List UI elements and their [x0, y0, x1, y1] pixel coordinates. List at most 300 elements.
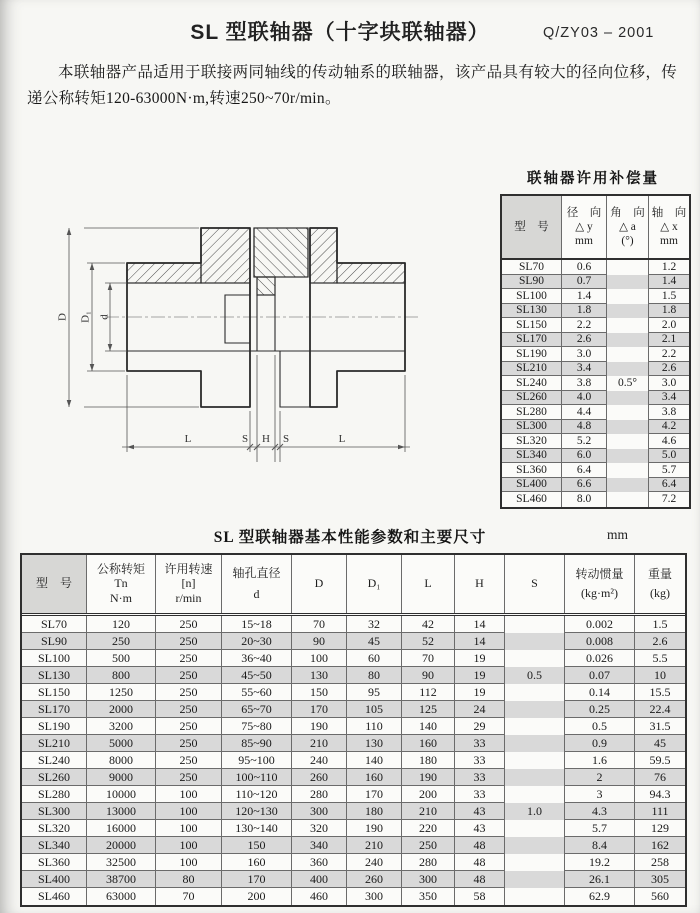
cell-value: 3.8 [649, 405, 689, 420]
cell-model: SL320 [502, 434, 562, 449]
cell-model: SL90 [502, 275, 562, 290]
cell-model: SL260 [502, 391, 562, 406]
cell-value: 22.4 [635, 701, 685, 718]
cell-model: SL460 [22, 888, 87, 905]
compensation-table-body [502, 260, 689, 507]
cell-value: 100 [156, 820, 222, 837]
cell-model: SL90 [22, 633, 87, 650]
cell-value: 33 [455, 769, 505, 786]
cell-value: 500 [87, 650, 156, 667]
cell-value: 24 [455, 701, 505, 718]
cell-model: SL210 [502, 362, 562, 377]
cell-value [505, 820, 565, 837]
cell-value: 130 [292, 667, 347, 684]
cell-model: SL170 [502, 333, 562, 348]
cell-value: 360 [292, 854, 347, 871]
header-text: 许用转速 [164, 561, 213, 576]
cell-value [505, 650, 565, 667]
cell-value: 10000 [87, 786, 156, 803]
header-text: △ x [660, 220, 678, 233]
dim-label-S-right: S [282, 433, 290, 445]
cell-value: 0.5 [565, 718, 635, 735]
cell-value: 100 [156, 837, 222, 854]
cell-value: 4.3 [565, 803, 635, 820]
cell-value: 800 [87, 667, 156, 684]
cell-value: 0.026 [565, 650, 635, 667]
cell-value: 0.5 [505, 667, 565, 684]
cell-value: 80 [347, 667, 402, 684]
compensation-table-title: 联轴器许用补偿量 [527, 171, 659, 187]
dim-label-D: D [56, 313, 69, 321]
cell-value: 33 [455, 786, 505, 803]
cell-value: 19 [455, 667, 505, 684]
cell-value: 250 [156, 650, 222, 667]
cell-value: 160 [402, 735, 455, 752]
col-header-inertia [565, 555, 635, 613]
cell-value: 36~40 [222, 650, 292, 667]
cell-value: 129 [635, 820, 685, 837]
col-header-bore [222, 555, 292, 613]
cell-value: 58 [455, 888, 505, 905]
cell-model: SL150 [22, 684, 87, 701]
header-text: H [475, 576, 484, 591]
cell-value: 59.5 [635, 752, 685, 769]
cell-value: 400 [292, 871, 347, 888]
cell-value: 19 [455, 650, 505, 667]
col-header-S [505, 555, 565, 613]
cell-value: 33 [455, 735, 505, 752]
cell-value: 305 [635, 871, 685, 888]
table-row [502, 391, 689, 406]
header-text: D₁ [367, 576, 381, 591]
cell-value: 250 [156, 633, 222, 650]
cell-value: 6.0 [562, 449, 607, 464]
cell-value: 180 [402, 752, 455, 769]
cell-value: 280 [402, 854, 455, 871]
cell-value: 42 [402, 616, 455, 633]
header-text: 型 号 [35, 576, 72, 591]
table-row [22, 718, 685, 735]
cell-value: 15.5 [635, 684, 685, 701]
cell-value: 190 [402, 769, 455, 786]
cell-value [607, 289, 649, 304]
coupling-section-drawing [20, 180, 480, 510]
cell-value [505, 684, 565, 701]
cell-value: 0.5° [607, 376, 649, 391]
cell-value [505, 837, 565, 854]
cell-model: SL360 [22, 854, 87, 871]
cell-value [607, 463, 649, 478]
cell-value: 260 [292, 769, 347, 786]
cell-value [607, 260, 649, 275]
cell-value: 60 [347, 650, 402, 667]
cell-value: 2.0 [649, 318, 689, 333]
cell-value: 170 [292, 701, 347, 718]
table-row [22, 684, 685, 701]
cell-value: 52 [402, 633, 455, 650]
cell-value: 210 [402, 803, 455, 820]
cell-value: 250 [87, 633, 156, 650]
cell-value: 45~50 [222, 667, 292, 684]
dim-label-L-left: L [184, 433, 192, 445]
table-row [502, 289, 689, 304]
cell-value: 120~130 [222, 803, 292, 820]
cell-value: 4.4 [562, 405, 607, 420]
cell-value: 460 [292, 888, 347, 905]
cell-value: 45 [635, 735, 685, 752]
cell-value: 111 [635, 803, 685, 820]
intro-line-2: 递公称转矩120-63000N·m,转速250~70r/min。 [27, 90, 341, 107]
cell-value [505, 769, 565, 786]
cell-model: SL130 [22, 667, 87, 684]
header-text: 转动惯量 [575, 566, 624, 581]
table-row [502, 492, 689, 507]
header-text: N·m [110, 590, 132, 605]
cell-value [607, 275, 649, 290]
cell-value [607, 362, 649, 377]
cell-value: 160 [347, 769, 402, 786]
cell-value: 43 [455, 820, 505, 837]
cell-value: 32500 [87, 854, 156, 871]
cell-value: 250 [156, 701, 222, 718]
cell-value: 100 [292, 650, 347, 667]
cell-value: 3 [565, 786, 635, 803]
cell-value: 4.8 [562, 420, 607, 435]
cell-value: 1.2 [649, 260, 689, 275]
dim-label-L-right: L [338, 433, 346, 445]
cell-value: 13000 [87, 803, 156, 820]
cell-value: 0.07 [565, 667, 635, 684]
cell-value: 32 [347, 616, 402, 633]
cell-model: SL130 [502, 304, 562, 319]
parameters-table [20, 553, 687, 907]
cell-value: 1.5 [649, 289, 689, 304]
cell-value: 180 [347, 803, 402, 820]
cell-value: 76 [635, 769, 685, 786]
cell-model: SL150 [502, 318, 562, 333]
header-text: 轴 向 [651, 206, 687, 219]
cell-value [607, 449, 649, 464]
cell-value: 33 [455, 752, 505, 769]
cell-value: 85~90 [222, 735, 292, 752]
parameters-table-body [22, 616, 685, 905]
header-text: r/min [175, 590, 202, 605]
cell-value: 48 [455, 837, 505, 854]
cell-value: 210 [292, 735, 347, 752]
dim-label-d: d [98, 314, 111, 320]
cell-model: SL360 [502, 463, 562, 478]
col-header-D [292, 555, 347, 613]
cell-value: 9000 [87, 769, 156, 786]
col-header-D1 [347, 555, 402, 613]
cell-value: 2 [565, 769, 635, 786]
cell-value: 170 [347, 786, 402, 803]
cell-value: 250 [156, 616, 222, 633]
cell-value: 120 [87, 616, 156, 633]
header-text: d [253, 587, 260, 601]
cell-value: 80 [156, 871, 222, 888]
header-text: △ a [619, 220, 636, 233]
cell-value: 55~60 [222, 684, 292, 701]
parameters-table-header [22, 555, 685, 616]
cell-value: 1.6 [565, 752, 635, 769]
cell-value [505, 871, 565, 888]
cell-value: 3.8 [562, 376, 607, 391]
cell-value: 250 [156, 769, 222, 786]
cell-value [505, 718, 565, 735]
cell-value: 3.0 [562, 347, 607, 362]
cell-model: SL70 [22, 616, 87, 633]
cell-model: SL280 [502, 405, 562, 420]
cell-value: 31.5 [635, 718, 685, 735]
header-text: 轴孔直径 [232, 565, 281, 580]
cell-value: 70 [292, 616, 347, 633]
cell-value: 300 [292, 803, 347, 820]
cell-value: 6.6 [562, 478, 607, 493]
cell-value: 250 [156, 752, 222, 769]
cell-value [607, 304, 649, 319]
header-text: L [424, 576, 432, 591]
cell-value: 19.2 [565, 854, 635, 871]
cell-value: 258 [635, 854, 685, 871]
table-row [502, 376, 689, 391]
cell-value: 5.0 [649, 449, 689, 464]
table-row [502, 449, 689, 464]
cell-value: 2.1 [649, 333, 689, 348]
table-row [22, 854, 685, 871]
cell-value [505, 633, 565, 650]
cell-value: 6.4 [562, 463, 607, 478]
header-text: mm [575, 234, 593, 247]
col-header-H [455, 555, 505, 613]
cell-value: 8000 [87, 752, 156, 769]
cell-value: 162 [635, 837, 685, 854]
cell-value: 350 [402, 888, 455, 905]
cell-value: 5.2 [562, 434, 607, 449]
cell-value: 250 [156, 667, 222, 684]
table-row [22, 769, 685, 786]
cell-model: SL190 [502, 347, 562, 362]
cell-value: 20000 [87, 837, 156, 854]
header-text: S [531, 576, 538, 591]
cell-model: SL70 [502, 260, 562, 275]
page-title: SL 型联轴器（十字块联轴器） [190, 21, 490, 44]
cell-value: 220 [402, 820, 455, 837]
cell-value: 190 [347, 820, 402, 837]
cell-value: 70 [156, 888, 222, 905]
cell-value: 16000 [87, 820, 156, 837]
cell-value: 560 [651, 889, 669, 903]
cell-value: 14 [455, 633, 505, 650]
table-row [502, 362, 689, 377]
cell-value [505, 701, 565, 718]
cell-value [505, 752, 565, 769]
table-row [502, 434, 689, 449]
cell-value: 190 [292, 718, 347, 735]
cell-value: 2.2 [562, 318, 607, 333]
dim-label-H: H [262, 433, 270, 445]
header-text: [n] [181, 576, 196, 591]
table-row [22, 888, 685, 905]
cell-value: 8.4 [565, 837, 635, 854]
intro-line-1: 本联轴器产品适用于联接两同轴线的传动轴系的联轴器，该产品具有较大的径向位移，传 [58, 64, 677, 81]
cell-model: SL100 [22, 650, 87, 667]
cell-value: 300 [402, 871, 455, 888]
cell-model: SL340 [502, 449, 562, 464]
cell-value: 0.7 [562, 275, 607, 290]
cell-value: 250 [402, 837, 455, 854]
col-header-radial [562, 196, 607, 258]
cell-value: 2.6 [562, 333, 607, 348]
header-text: (kg) [650, 586, 670, 600]
cell-value: 110 [347, 718, 402, 735]
cell-value: 1.5 [635, 616, 685, 633]
cell-value: 150 [222, 837, 292, 854]
header-text: 型 号 [514, 220, 549, 233]
cell-value: 1.0 [505, 803, 565, 820]
cell-value: 2000 [87, 701, 156, 718]
cell-model: SL190 [22, 718, 87, 735]
cell-value [607, 347, 649, 362]
cell-value [607, 434, 649, 449]
cell-value: 3200 [87, 718, 156, 735]
cell-value: 5.7 [565, 820, 635, 837]
cell-value: 112 [402, 684, 455, 701]
cell-value: 65~70 [222, 701, 292, 718]
dim-label-D1: D₁ [79, 311, 92, 323]
cell-value [607, 391, 649, 406]
cell-value: 94.3 [635, 786, 685, 803]
cell-value: 100 [156, 786, 222, 803]
cell-value: 6.4 [649, 478, 689, 493]
cell-value: 15~18 [222, 616, 292, 633]
cell-value: 140 [402, 718, 455, 735]
cell-value: 320 [292, 820, 347, 837]
cell-value: 300 [347, 888, 402, 905]
cell-value: 160 [222, 854, 292, 871]
cell-value: 5.5 [635, 650, 685, 667]
cell-value: 14 [455, 616, 505, 633]
cell-value [607, 492, 649, 507]
cell-value: 90 [292, 633, 347, 650]
cell-value: 26.1 [565, 871, 635, 888]
table-row [22, 820, 685, 837]
table-row [22, 633, 685, 650]
cell-value: 0.008 [565, 633, 635, 650]
header-text: Tn [114, 576, 128, 591]
unit-label: mm [607, 527, 629, 542]
cell-value: 1.8 [562, 304, 607, 319]
cell-value: 19 [455, 684, 505, 701]
cell-value: 240 [347, 854, 402, 871]
cell-value [607, 318, 649, 333]
header-text: 角 向 [610, 206, 645, 219]
cell-value: 0.002 [565, 616, 635, 633]
cell-value: 100 [156, 803, 222, 820]
cell-value: 140 [347, 752, 402, 769]
cell-value: 100 [156, 854, 222, 871]
header-text: 重量 [647, 566, 672, 581]
cell-value [505, 854, 565, 871]
cell-value: 8.0 [562, 492, 607, 507]
table-row [502, 304, 689, 319]
header-text: D [314, 576, 324, 591]
cell-value [607, 420, 649, 435]
cell-value: 250 [156, 684, 222, 701]
cell-model: SL280 [22, 786, 87, 803]
cell-value: 280 [292, 786, 347, 803]
cell-model: SL340 [22, 837, 87, 854]
cell-value: 0.9 [565, 735, 635, 752]
cell-value: 0.14 [565, 684, 635, 701]
header-text: mm [660, 234, 678, 247]
cell-value [607, 405, 649, 420]
cell-value: 3.0 [649, 376, 689, 391]
dim-label-S-left: S [241, 433, 249, 445]
table-row [22, 752, 685, 769]
hatched-sections [127, 228, 405, 295]
cell-value: 0.6 [562, 260, 607, 275]
standard-number: Q/ZY03 – 2001 [543, 25, 655, 41]
table-row [22, 871, 685, 888]
table-row [22, 803, 685, 820]
cell-value: 70 [402, 650, 455, 667]
table-row [22, 786, 685, 803]
cell-value: 2.6 [635, 633, 685, 650]
cell-value: 105 [347, 701, 402, 718]
cell-value: 75~80 [222, 718, 292, 735]
table-row [502, 347, 689, 362]
cell-model: SL170 [22, 701, 87, 718]
col-header-angular [607, 196, 649, 258]
cell-value [505, 786, 565, 803]
cell-value: 95 [347, 684, 402, 701]
cell-value [505, 888, 565, 905]
cell-value: 340 [292, 837, 347, 854]
cell-model: SL300 [502, 420, 562, 435]
header-text: △ y [575, 220, 593, 233]
cell-value: 4.2 [649, 420, 689, 435]
cell-model: SL300 [22, 803, 87, 820]
table-row [22, 650, 685, 667]
cell-value: 170 [222, 871, 292, 888]
table-row [22, 616, 685, 633]
cell-model: SL400 [502, 478, 562, 493]
cell-value: 10 [635, 667, 685, 684]
header-text: (°) [621, 234, 634, 247]
cell-model: SL210 [22, 735, 87, 752]
table-row [22, 735, 685, 752]
cell-value: 1.4 [562, 289, 607, 304]
cell-value: 45 [347, 633, 402, 650]
col-header-torque [87, 555, 156, 613]
table-row [22, 837, 685, 854]
cell-value: 43 [455, 803, 505, 820]
cell-value: 62.9 [565, 888, 635, 905]
cell-value: 0.25 [565, 701, 635, 718]
table-row [502, 260, 689, 275]
cell-value: 1.8 [649, 304, 689, 319]
cell-value: 2.2 [649, 347, 689, 362]
table-row [502, 333, 689, 348]
cell-model: SL240 [22, 752, 87, 769]
cell-value: 240 [292, 752, 347, 769]
table-row [502, 318, 689, 333]
col-header-model [502, 196, 562, 258]
cell-value: 150 [292, 684, 347, 701]
header-text: 径 向 [566, 206, 602, 219]
cell-value: 7.2 [661, 493, 677, 506]
